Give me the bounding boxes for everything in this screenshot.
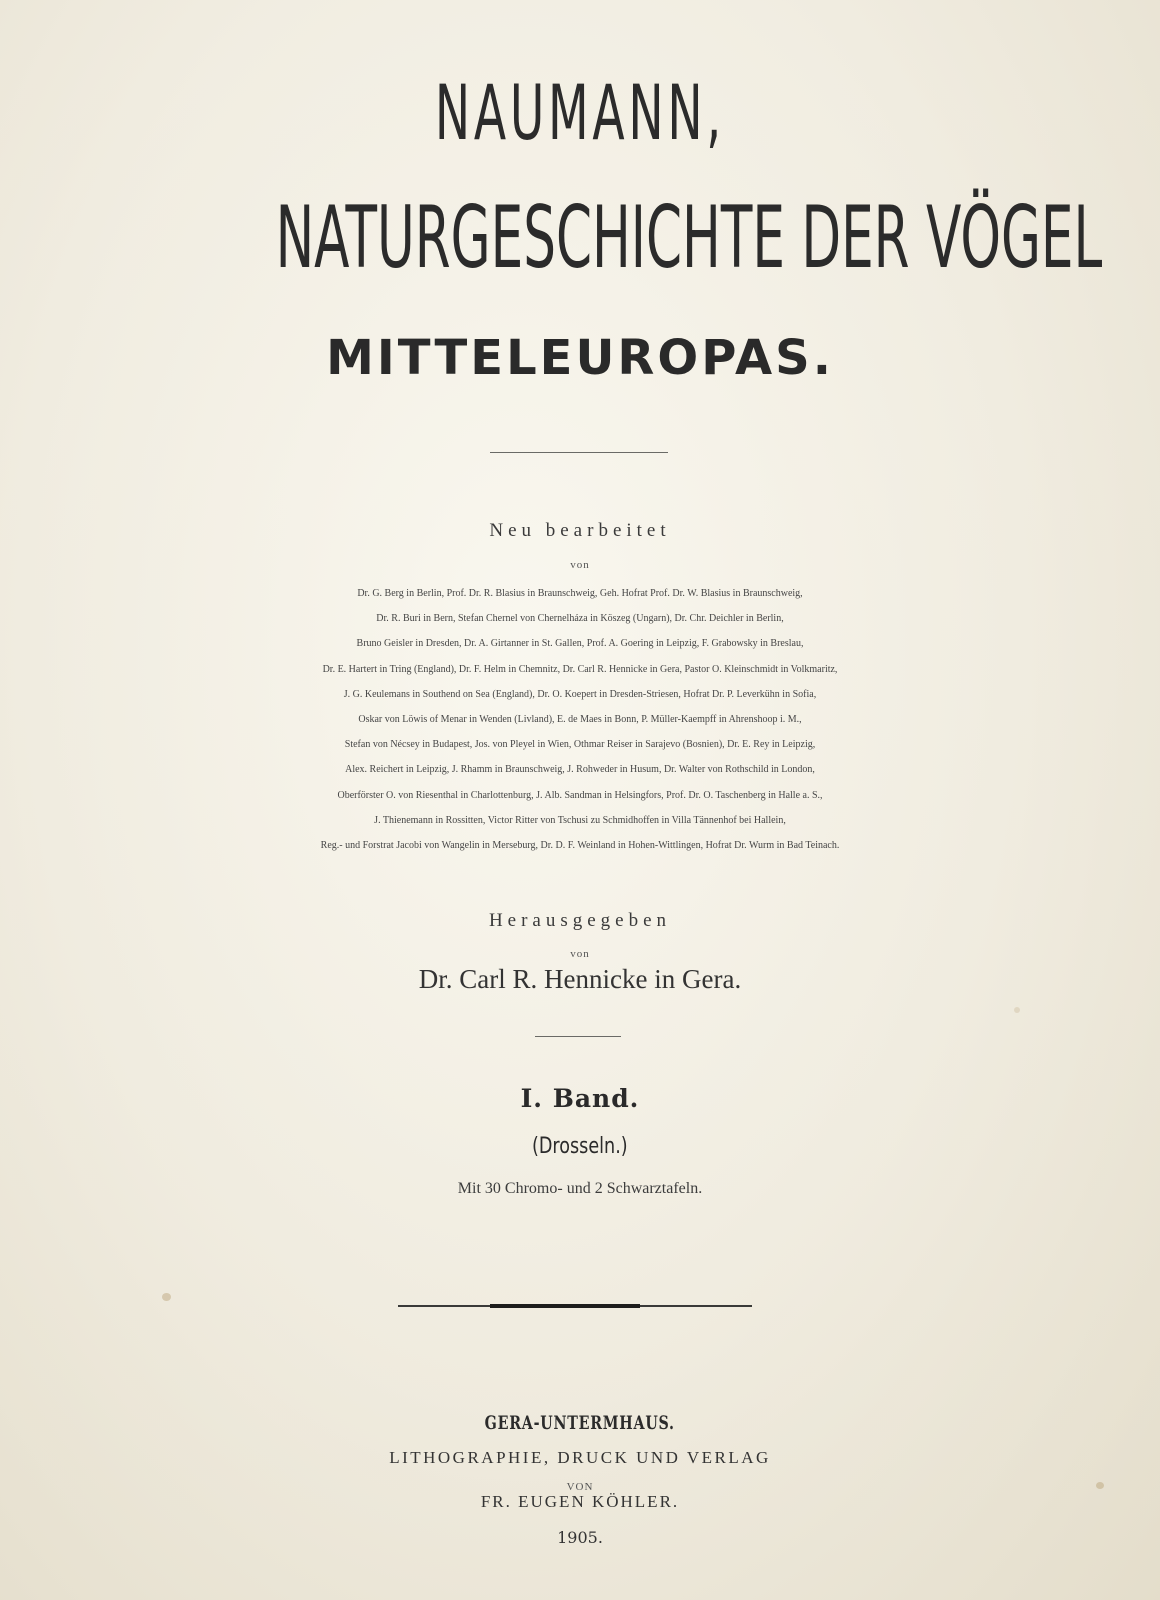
imprint-von-text: VON [566, 1481, 594, 1493]
volume-plates-text: Mit 30 Chromo- und 2 Schwarztafeln. [457, 1180, 703, 1197]
title-author-text: NAUMANN, [434, 68, 726, 157]
editor-von-text: von [570, 948, 590, 960]
title-region [0, 330, 1160, 386]
contributors-line: Dr. E. Hartert in Tring (England), Dr. F. Helm in Chemnitz, Dr. Carl R. Hennicke in Gera, Pastor O. Kleinschmidt in Volkmaritz, [322, 663, 838, 675]
volume-number [0, 1084, 1160, 1113]
contributors-line: Dr. R. Buri in Bern, Stefan Chernel von Chernelháza in Köszeg (Ungarn), Dr. Chr. Deichler in Berlin, [376, 613, 784, 625]
foxing-spot [162, 1293, 171, 1301]
imprint-publisher-text: FR. EUGEN KÖHLER. [480, 1492, 680, 1511]
imprint-trade [0, 1448, 1160, 1468]
revised-label [0, 520, 1160, 542]
editor-name [0, 964, 1160, 995]
volume-number-text: I. Band. [520, 1084, 640, 1113]
title-main-text: NATURGESCHICHTE DER VÖGEL [275, 188, 1103, 288]
contributors-line: Reg.- und Forstrat Jacobi von Wangelin in Merseburg, Dr. D. F. Weinland in Hohen-Wittlingen, Hofrat Dr. Wurm in Bad Teinach. [320, 840, 840, 852]
editor-von [0, 944, 1160, 962]
contributors-line: J. Thienemann in Rossitten, Victor Ritter von Tschusi zu Schmidhoffen in Villa Tännenhof bei Hallein, [374, 814, 786, 826]
contributors-line: Oberförster O. von Riesenthal in Charlottenburg, J. Alb. Sandman in Helsingfors, Prof. Dr. O. Taschenberg in Halle a. S., [337, 789, 823, 801]
title-author [0, 68, 1160, 157]
imprint-year [0, 1528, 1160, 1548]
ornamental-rule-center [490, 1304, 640, 1308]
editor-name-text: Dr. Carl R. Hennicke in Gera. [418, 964, 742, 994]
imprint-trade-text: LITHOGRAPHIE, DRUCK UND VERLAG [389, 1448, 771, 1467]
revised-label-text: Neu bearbeitet [489, 520, 671, 541]
von-label-text: von [570, 559, 590, 571]
imprint-city-text: GERA-UNTERMHAUS. [484, 1412, 676, 1434]
contributors-line: J. G. Keulemans in Southend on Sea (England), Dr. O. Koepert in Dresden-Striesen, Hofrat Dr. P. Leverkühn in Sofia, [343, 688, 817, 700]
volume-subject-text: (Drosseln.) [532, 1134, 628, 1159]
title-main [0, 188, 1160, 288]
volume-subject [0, 1134, 1160, 1159]
imprint-publisher [0, 1492, 1160, 1512]
contributors-list [0, 581, 1160, 858]
imprint-year-text: 1905. [557, 1528, 603, 1547]
foxing-spot [1014, 1007, 1020, 1013]
editor-label [0, 910, 1160, 932]
imprint-city [0, 1412, 1160, 1434]
contributors-line: Dr. G. Berg in Berlin, Prof. Dr. R. Blasius in Braunschweig, Geh. Hofrat Prof. Dr. W. Blasius in Braunschweig, [357, 588, 803, 599]
contributors-line: Oskar von Löwis of Menar in Wenden (Livland), E. de Maes in Bonn, P. Müller-Kaempff in Ahrenshoop i. M., [358, 714, 802, 726]
contributors-line: Stefan von Nécsey in Budapest, Jos. von Pleyel in Wien, Othmar Reiser in Sarajevo (Bosnien), Dr. E. Rey in Leipzig, [344, 739, 816, 751]
title-region-text: MITTELEUROPAS. [326, 330, 834, 386]
volume-plates [0, 1180, 1160, 1198]
von-label [0, 555, 1160, 573]
divider-rule [490, 452, 668, 453]
contributors-line: Alex. Reichert in Leipzig, J. Rhamm in Braunschweig, J. Rohweder in Husum, Dr. Walter von Rothschild in London, [345, 764, 815, 776]
divider-rule [535, 1036, 621, 1037]
editor-label-text: Herausgegeben [488, 910, 672, 931]
contributors-line: Bruno Geisler in Dresden, Dr. A. Girtanner in St. Gallen, Prof. A. Goering in Leipzig, F. Grabowsky in Breslau, [356, 638, 804, 650]
